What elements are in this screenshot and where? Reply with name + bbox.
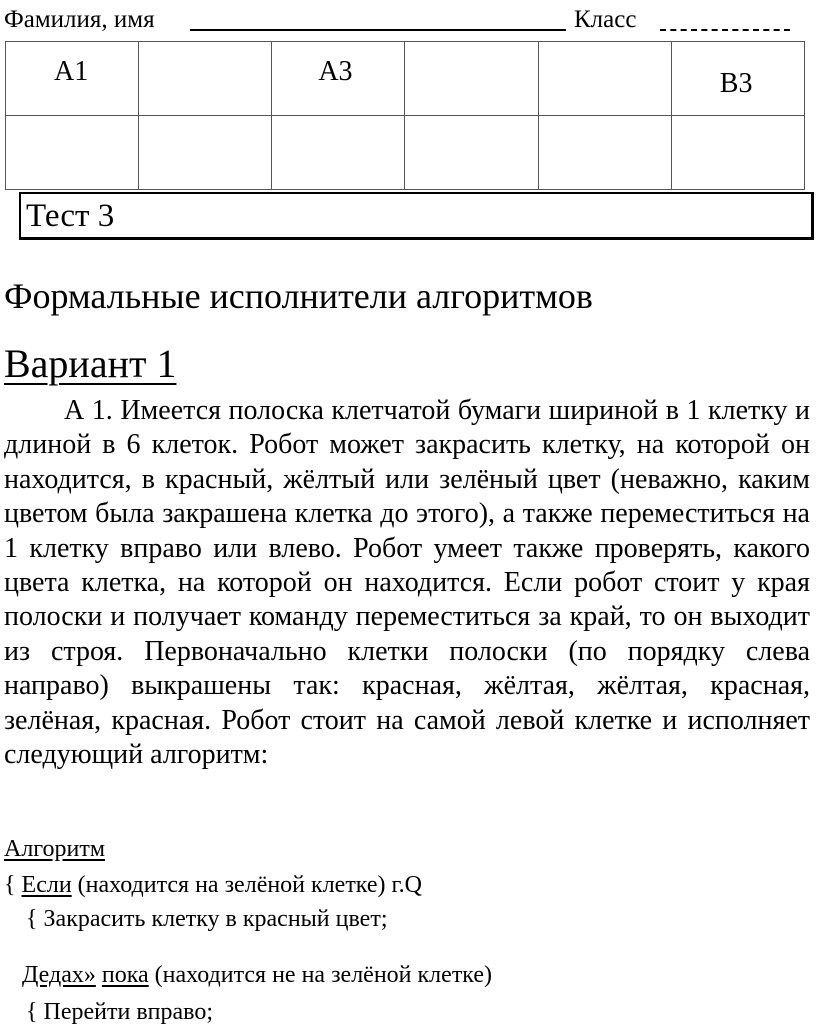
question-a1-text: А 1. Имеется полоска клетчатой бумаги шириной в 1 клетку и длиной в 6 клеток. Робот может закрасить клетку, на которой он находится, в красный, жёлтый или зелёный цвет (неважно, каким цветом была закрашена клетка до этого), а также переместиться на 1 клетку вправо или влево. Робот умеет также проверять, какого цвета клетка, на которой он находится. Если робот стоит у края полоски и получает команду переместиться за край, то он выходит из строя. Первоначально клетки полоски (по порядку слева направо) выкрашены так: красная, жёлтая, жёлтая, красная, зелёная, красная. Робот стоит на самой левой клетке и исполняет следующий алгоритм: <box>4 395 810 771</box>
answer-table <box>5 41 805 190</box>
name-field-line[interactable] <box>190 29 566 31</box>
keyword-if: Если <box>21 872 72 898</box>
answer-table-row <box>6 42 805 116</box>
header-name-label: Фамилия, имя <box>4 6 155 33</box>
answer-cell[interactable] <box>538 116 671 190</box>
answer-table-row <box>6 116 805 190</box>
class-field-line[interactable] <box>660 29 790 31</box>
variant-title: Вариант 1 <box>4 341 177 386</box>
answer-cell-b3[interactable]: В3 <box>671 42 804 116</box>
answer-cell-a1[interactable]: А1 <box>6 42 139 116</box>
keyword-while: пока <box>101 962 149 988</box>
answer-cell[interactable] <box>405 116 538 190</box>
keyword-loop: Дедах» <box>22 962 96 988</box>
algorithm-line-paint: { Закрасить клетку в красный цвет; <box>26 906 388 932</box>
answer-cell[interactable] <box>6 116 139 190</box>
answer-cell-a3[interactable]: А3 <box>272 42 405 116</box>
algorithm-line-while: Дедах» пока (находится не на зелёной клетке) <box>22 962 493 988</box>
answer-cell[interactable] <box>272 116 405 190</box>
answer-cell[interactable] <box>405 42 538 116</box>
test-title-box: Тест 3 <box>19 192 814 240</box>
algorithm-line-if: { Если (находится на зелёной клетке) г.Q <box>4 872 422 898</box>
topic-title: Формальные исполнители алгоритмов <box>4 276 593 316</box>
header-class-label: Класс <box>574 6 637 33</box>
answer-cell[interactable] <box>139 116 272 190</box>
answer-cell[interactable] <box>139 42 272 116</box>
answer-cell[interactable] <box>538 42 671 116</box>
algorithm-line-move: { Перейти вправо; <box>26 999 213 1025</box>
algorithm-title: Алгоритм <box>4 836 106 862</box>
answer-cell[interactable] <box>671 116 804 190</box>
